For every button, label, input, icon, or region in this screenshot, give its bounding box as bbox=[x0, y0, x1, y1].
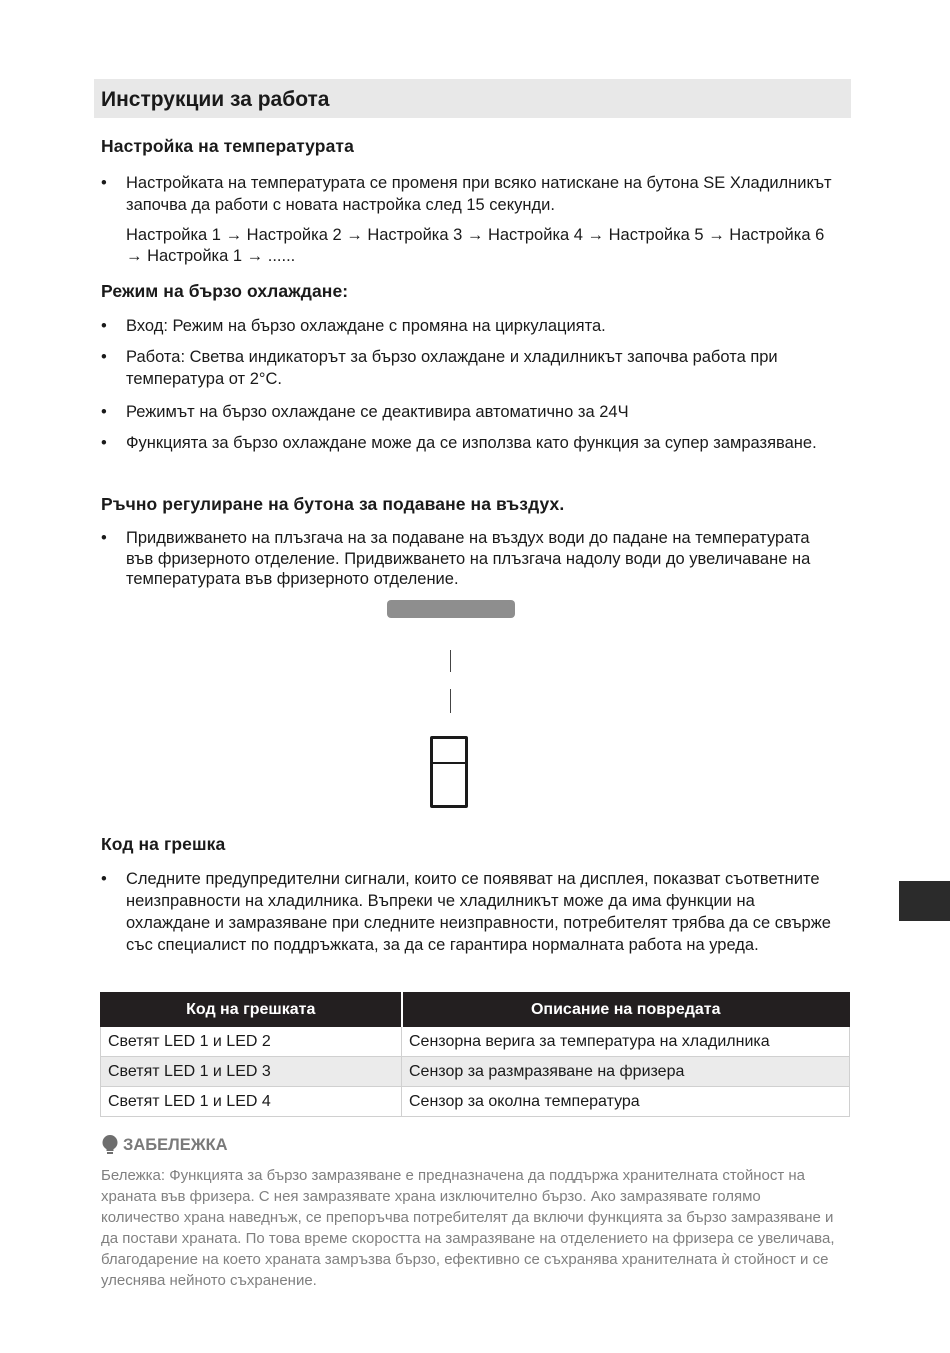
fridge-icon bbox=[430, 736, 468, 808]
fast-cool-heading: Режим на бързо охлаждане: bbox=[101, 281, 349, 301]
fast-cool-bullet-text: Вход: Режим на бързо охлаждане с промяна на циркулацията. bbox=[126, 317, 606, 335]
bullet-dot: • bbox=[101, 434, 107, 452]
error-code-cell: Светят LED 1 и LED 3 bbox=[101, 1057, 402, 1087]
error-code-heading: Код на грешка bbox=[101, 834, 226, 854]
air-button-heading: Ръчно регулиране на бутона за подаване на въздух. bbox=[101, 494, 565, 514]
bullet-dot: • bbox=[101, 317, 107, 335]
fast-cool-bullet-text: Режимът на бързо охлаждане се деактивира автоматично за 24Ч bbox=[126, 403, 629, 421]
table-row bbox=[101, 1057, 850, 1087]
error-table bbox=[100, 992, 850, 1117]
bullet-dot: • bbox=[101, 348, 107, 366]
column-header: Код на грешката bbox=[101, 993, 402, 1027]
leader-line bbox=[450, 689, 451, 713]
error-code-cell: Светят LED 1 и LED 2 bbox=[101, 1027, 402, 1057]
page-title: Инструкции за работа bbox=[101, 88, 330, 111]
bullet-dot: • bbox=[101, 403, 107, 421]
air-button-bullet-text: Придвижването на плъзгача на за подаване на въздух води до падане на температурата във фризерното отделение. Придвижването на плъзгача надолу води до увеличаване на температурата във фризерното отделение. bbox=[126, 529, 811, 588]
error-description-cell: Сензор за размразяване на фризера bbox=[402, 1057, 850, 1087]
note-title: ЗАБЕЛЕЖКА bbox=[123, 1136, 228, 1154]
error-description-cell: Сензор за околна температура bbox=[402, 1087, 850, 1117]
table-header-row bbox=[101, 993, 850, 1027]
table-row bbox=[101, 1027, 850, 1057]
error-code-cell: Светят LED 1 и LED 4 bbox=[101, 1087, 402, 1117]
fridge-divider bbox=[433, 762, 465, 764]
temperature-bullet-text: Настройката на температурата се променя при всяко натискане на бутона SE Хладилникът започва да работи с новата настройка след 15 секунди. bbox=[126, 174, 832, 214]
column-header: Описание на повредата bbox=[402, 993, 850, 1027]
note-text: Бележка: Функцията за бързо замразяване е предназначена да поддържа хранителната стойност на храната във фризера. С нея замразявате храна изключително бързо. Ако замразявате голямо количество храна наведнъж, се препоръчва потребителят да включи функцията за бързо замразяване и да постави храната. По това време скоростта на замразяване на отделението на фризера се увеличава, благодарение на което храната замръзва бързо, ефективно се съхранява хранителната ѝ стойност и се улеснява нейното съхранение. bbox=[101, 1167, 835, 1289]
fast-cool-bullet-text: Функцията за бързо охлаждане може да се използва като функция за супер замразяване. bbox=[126, 434, 817, 452]
temperature-heading: Настройка на температурата bbox=[101, 136, 354, 156]
section-tab-marker bbox=[899, 881, 950, 921]
temperature-sequence: Настройка 1 → Настройка 2 → Настройка 3 → Настройка 4 → Настройка 5 → Настройка 6 → Настройка 1 → ...... bbox=[126, 226, 825, 265]
air-slider-bar bbox=[387, 600, 515, 618]
bullet-dot: • bbox=[101, 529, 107, 547]
table-row bbox=[101, 1087, 850, 1117]
page-title-banner bbox=[94, 79, 851, 118]
bullet-dot: • bbox=[101, 174, 107, 192]
bullet-dot: • bbox=[101, 870, 107, 888]
error-code-bullet-text: Следните предупредителни сигнали, които се появяват на дисплея, показват съответните неизправности на хладилника. Въпреки че хладилникът може да има функции на охлаждане и замразяване при следните неизправности, потребителят трябва да се свърже със специалист по поддръжката, за да се гарантира нормалната работа на уреда. bbox=[126, 870, 831, 954]
error-description-cell: Сензорна верига за температура на хладилника bbox=[402, 1027, 850, 1057]
fast-cool-bullet-text: Работа: Светва индикаторът за бързо охлаждане и хладилникът започва работа при температура от 2°C. bbox=[126, 348, 778, 388]
leader-line bbox=[450, 650, 451, 672]
lightbulb-icon bbox=[101, 1135, 119, 1155]
